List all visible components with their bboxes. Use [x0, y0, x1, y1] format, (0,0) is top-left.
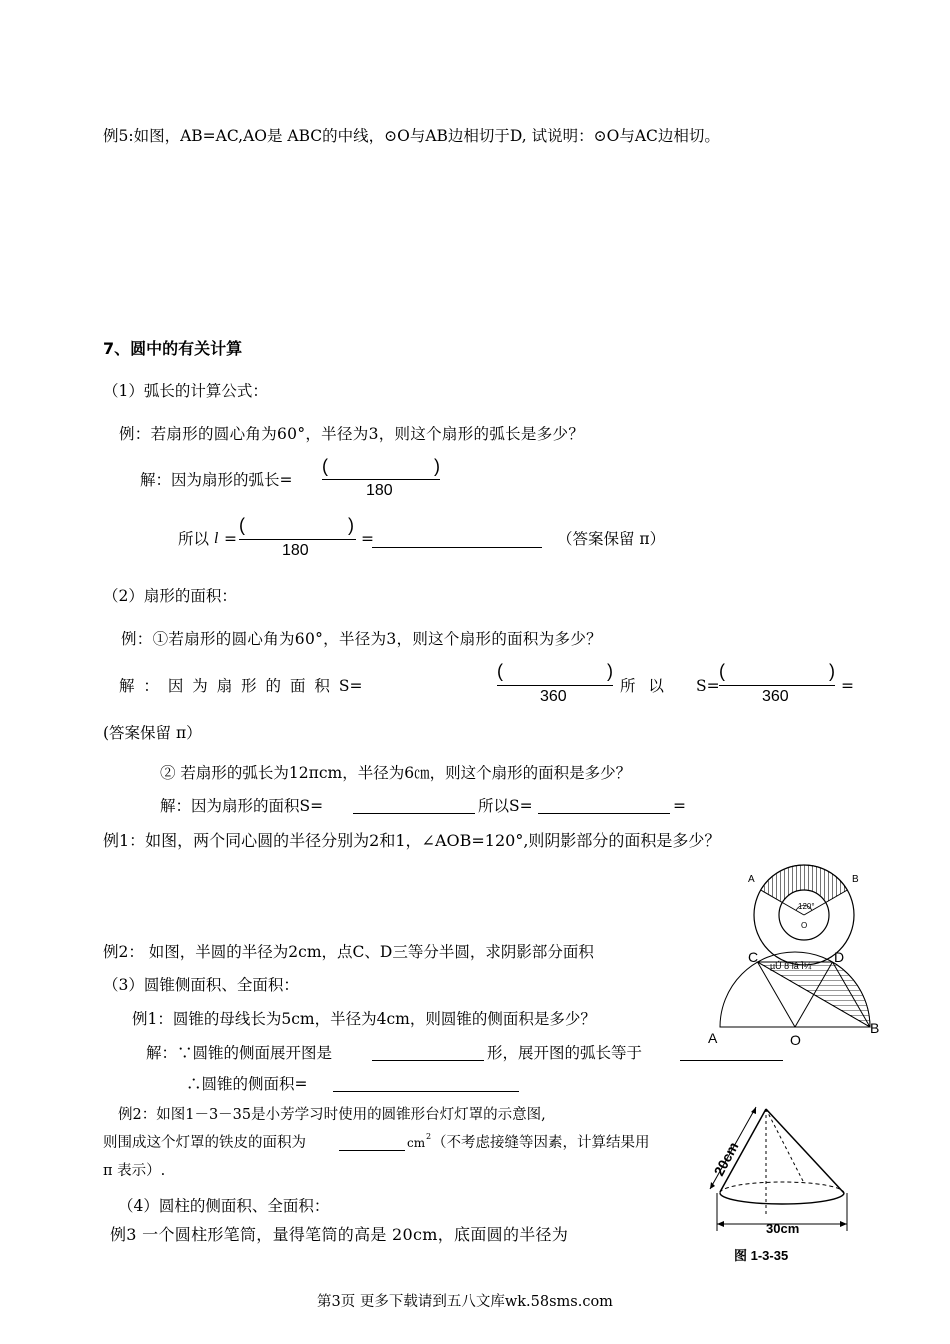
sector-keep-pi: (答案保留 π） — [103, 724, 202, 742]
semicircle-figure — [700, 945, 890, 1055]
example-2-semicircle-text: 例2： 如图，半圆的半径为2cm，点C、D三等分半圆，求阴影部分面积 — [103, 943, 594, 961]
arc-solution-prefix: 解：因为扇形的弧长= — [140, 471, 293, 489]
sector-fraction-bar — [497, 685, 613, 686]
sector-area-example-2: ② 若扇形的弧长为12πcm，半径为6㎝，则这个扇形的面积是多少？ — [160, 764, 632, 782]
cone-heading: （3）圆锥侧面积、全面积： — [103, 976, 299, 994]
sector-denominator: 360 — [540, 688, 567, 705]
arc-length-heading: （1）弧长的计算公式： — [103, 382, 268, 400]
cone-example-1: 例1：圆锥的母线长为5cm，半径为4cm，则圆锥的侧面积是多少？ — [132, 1010, 596, 1028]
arc-paren-open: ( — [322, 456, 328, 476]
angle-label: 120° — [798, 902, 815, 911]
sector-paren-close-2: ) — [829, 661, 835, 681]
sector-paren-open: ( — [497, 661, 503, 681]
label-o: O — [801, 921, 808, 930]
cone-therefore: ∴圆锥的侧面积= — [186, 1075, 308, 1093]
arc-denominator: 180 — [366, 482, 393, 499]
slant-label: 20cm — [710, 1139, 742, 1179]
arc-keep-pi: （答案保留 π） — [557, 530, 666, 548]
label-c: C — [748, 949, 759, 965]
sector-area-blank-2[interactable] — [538, 813, 670, 814]
cone-area-blank[interactable] — [333, 1091, 519, 1092]
sector-eq-end: = — [841, 677, 854, 695]
label-b-semi: B — [870, 1020, 880, 1036]
arc-paren-open-2: ( — [239, 515, 245, 535]
sector-paren-close: ) — [607, 661, 613, 681]
sector-paren-open-2: ( — [719, 661, 725, 681]
diameter-label: 30cm — [766, 1221, 800, 1236]
arc-paren-close: ) — [434, 456, 440, 476]
sector-solution-2-c: = — [673, 797, 686, 815]
page-footer: 第3页 更多下载请到五八文库wk.58sms.com — [317, 1294, 613, 1310]
sector-area-heading: （2）扇形的面积： — [103, 587, 237, 605]
sector-s-eq: S= — [696, 677, 720, 695]
lamp-area-blank[interactable] — [339, 1150, 405, 1151]
sector-solution-2-b: 所以S= — [478, 797, 533, 815]
sector-area-example-1: 例：①若扇形的圆心角为60°，半径为3，则这个扇形的面积为多少？ — [121, 630, 602, 648]
sector-so-text: 所 以 — [620, 677, 664, 695]
arc-length-example: 例：若扇形的圆心角为60°，半径为3，则这个扇形的弧长是多少？ — [119, 425, 585, 443]
cone-shape-blank[interactable] — [372, 1060, 484, 1061]
label-a-semi: A — [708, 1030, 718, 1046]
arc-fraction-bar-2 — [239, 539, 356, 540]
cylinder-heading: （4）圆柱的侧面积、全面积： — [118, 1197, 330, 1215]
sector-solution-a: 解 ： 因 为 扇 形 的 面 积 S= — [119, 677, 363, 695]
garbled-label: µÚ 8 lâ Ì¼ — [770, 961, 812, 971]
cone-solution-a: 解：∵圆锥的侧面展开图是 — [146, 1044, 333, 1062]
cone-example-2-line-2b: （不考虑接缝等因素，计算结果用 — [432, 1135, 650, 1151]
cone-example-2-line-2a: 则围成这个灯罩的铁皮的面积为 — [103, 1135, 306, 1151]
lamp-area-unit-sup: 2 — [426, 1132, 432, 1141]
label-a: A — [748, 874, 755, 885]
cylinder-example-3: 例3 一个圆柱形笔筒，量得笔筒的高是 20cm，底面圆的半径为 — [110, 1225, 569, 1244]
section-7-title: 7、圆中的有关计算 — [103, 339, 243, 358]
cone-example-2-line-1: 例2：如图1－3－35是小芳学习时使用的圆锥形台灯灯罩的示意图, — [118, 1107, 546, 1123]
example-5-text: 例5:如图，AB=AC,AO是 ABC的中线，⊙O与AB边相切于D, 试说明：⊙O与AC边相切。 — [103, 127, 720, 145]
figure-caption: 图 1-3-35 — [734, 1248, 789, 1263]
example-1-concentric-text: 例1：如图，两个同心圆的半径分别为2和1，∠AOB=120°,则阴影部分的面积是多少？ — [103, 831, 721, 850]
sector-denominator-2: 360 — [762, 688, 789, 705]
label-b: B — [852, 874, 859, 885]
lamp-area-unit: cm — [407, 1136, 426, 1150]
label-d: D — [834, 949, 845, 965]
arc-paren-close-2: ) — [348, 515, 354, 535]
cone-arc-blank[interactable] — [680, 1060, 783, 1061]
lamp-cone-figure — [700, 1105, 860, 1267]
arc-l-symbol: l — [214, 530, 219, 547]
sector-area-blank-1[interactable] — [353, 813, 475, 814]
arc-answer-blank[interactable] — [372, 547, 542, 548]
arc-eq-1: = — [224, 530, 237, 548]
sector-solution-2-a: 解：因为扇形的面积S= — [160, 797, 324, 815]
arc-so-prefix: 所以 — [178, 530, 210, 548]
arc-eq-2: = — [361, 530, 374, 548]
arc-denominator-2: 180 — [282, 542, 309, 559]
label-o-semi: O — [790, 1032, 801, 1048]
arc-fraction-bar — [322, 479, 440, 480]
sector-fraction-bar-2 — [719, 685, 835, 686]
cone-example-2-line-3: π 表示）. — [103, 1163, 166, 1179]
cone-solution-b: 形，展开图的弧长等于 — [487, 1044, 643, 1062]
